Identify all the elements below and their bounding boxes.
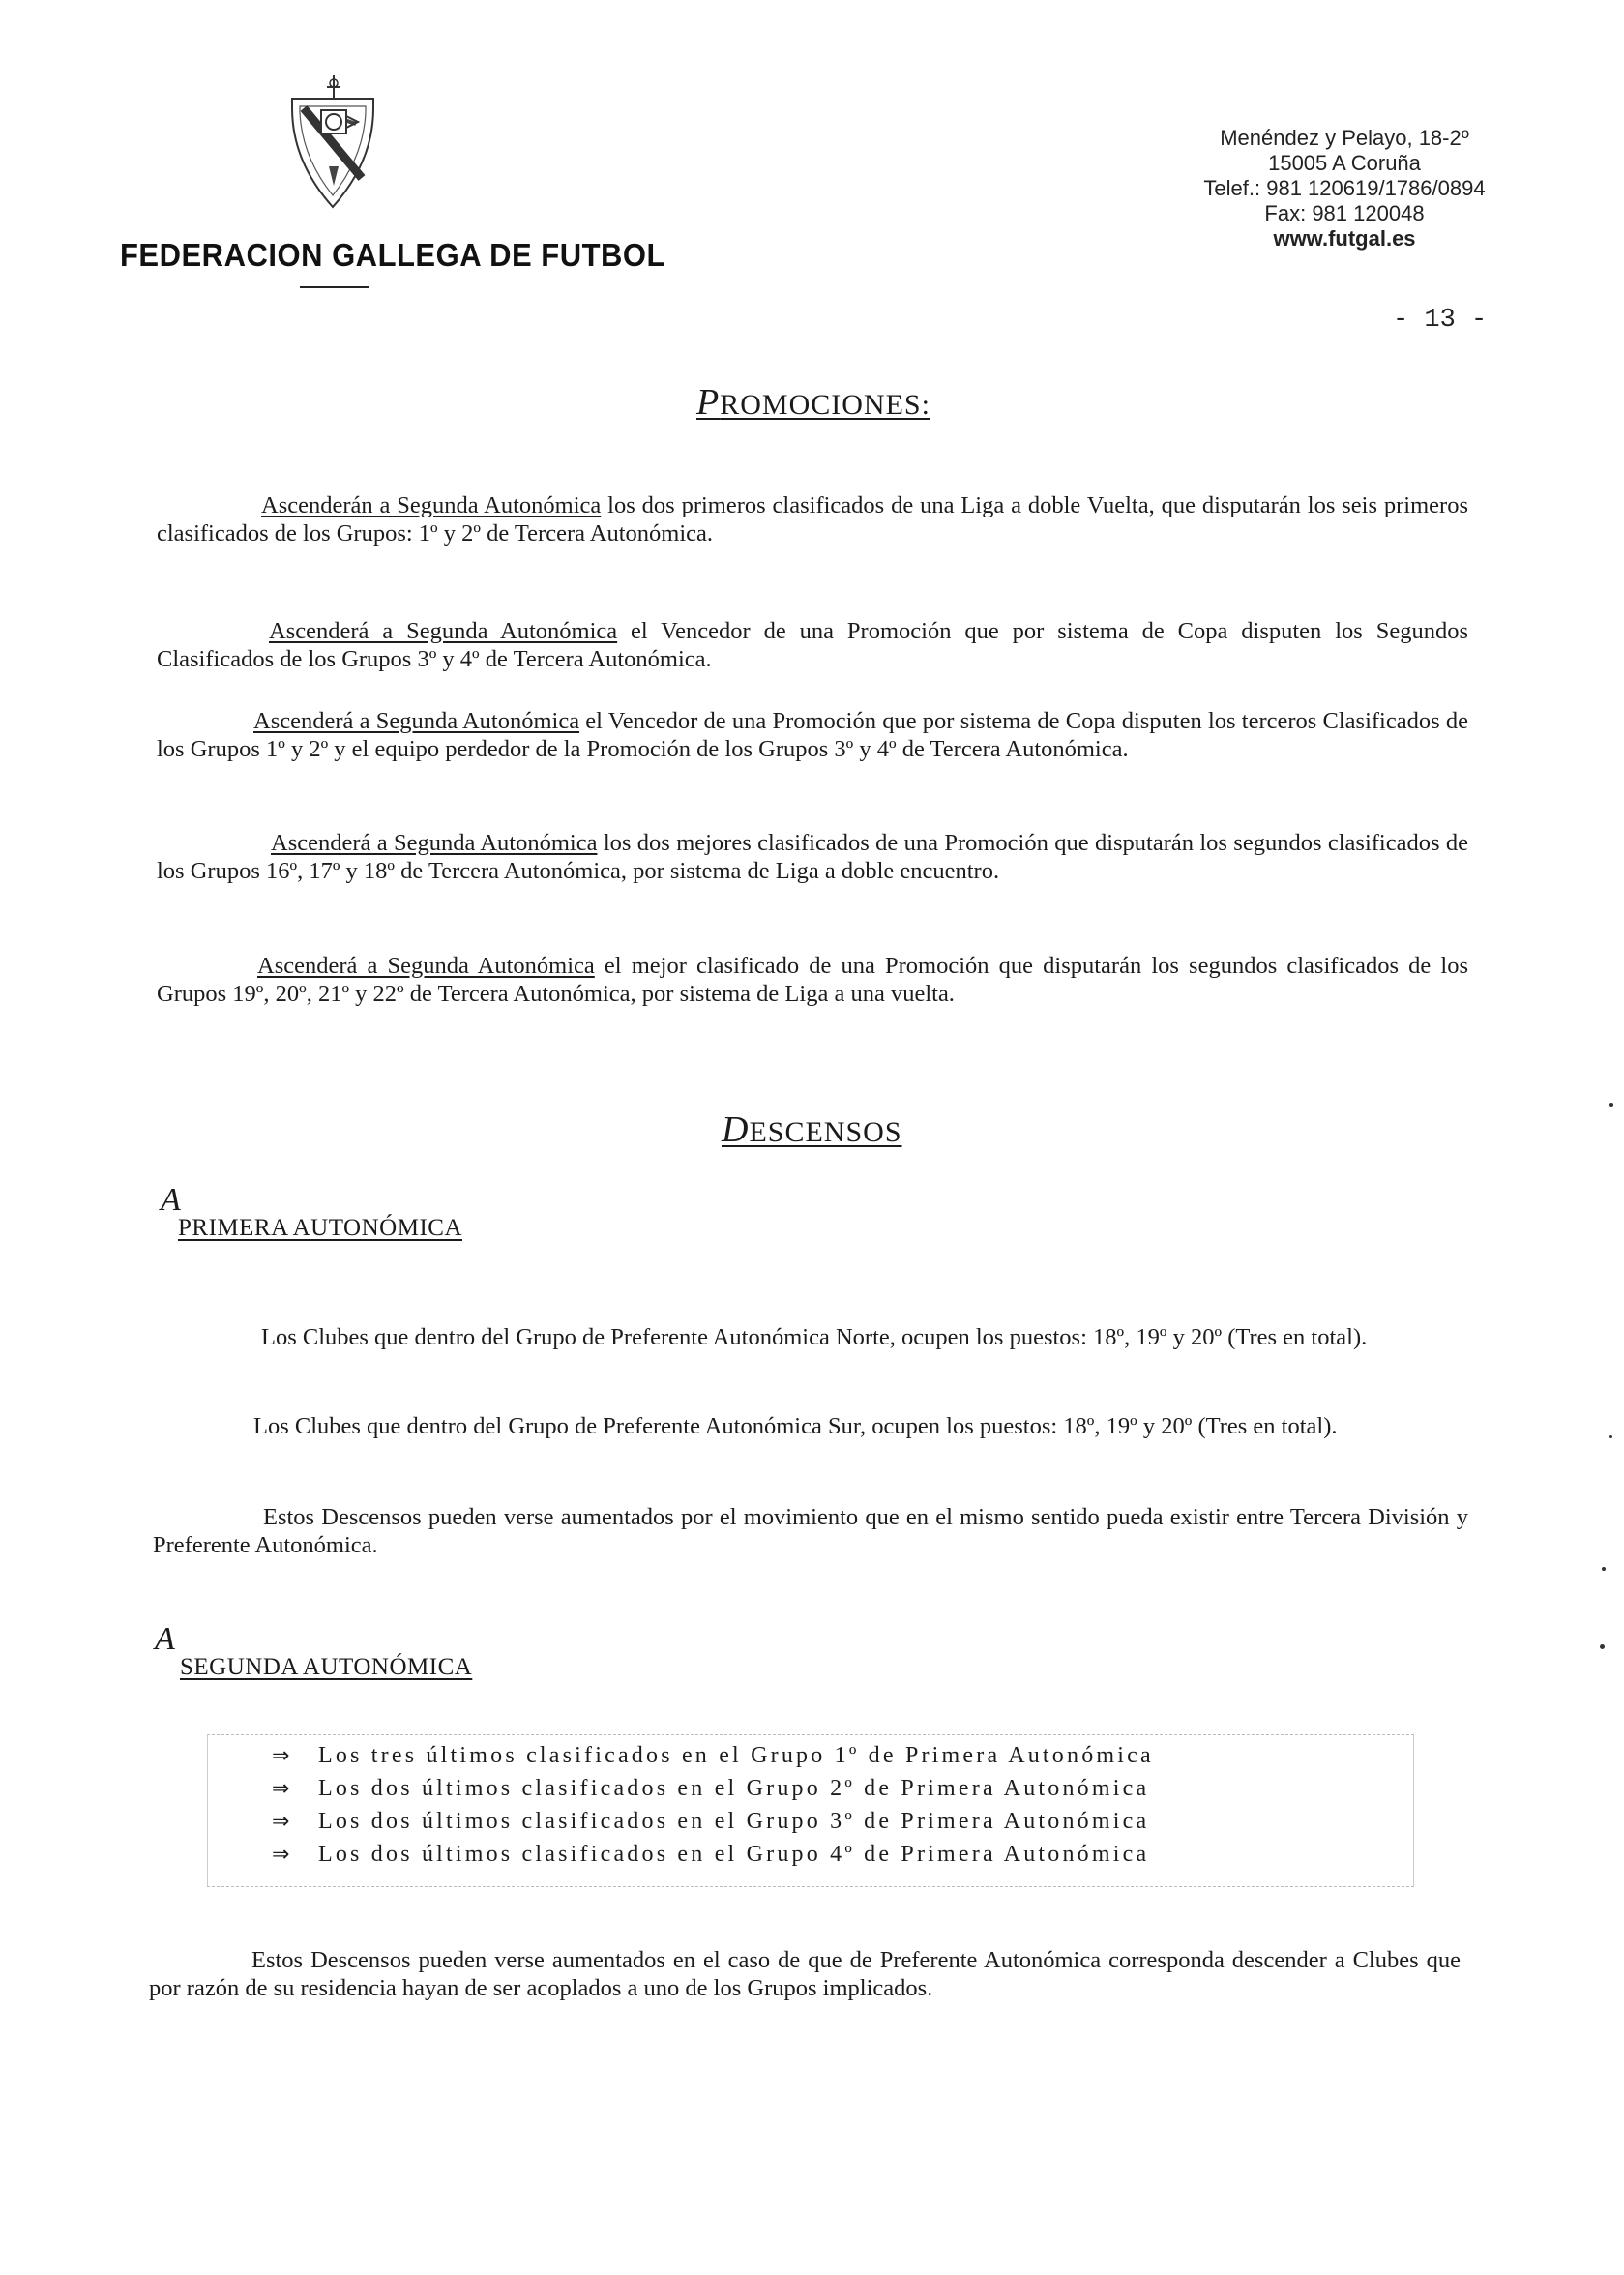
paragraph-lead: Ascenderán a Segunda Autonómica	[261, 492, 602, 518]
federation-address	[1199, 126, 1490, 251]
paragraph-lead: Ascenderá a Segunda Autonómica	[253, 708, 580, 734]
list-item-text: Los dos últimos clasificados en el Grupo 2º de Primera Autonómica	[318, 1776, 1150, 1801]
paragraph-text: el Vencedor de una Promoción que por sistema de Copa disputen los terceros Clasificados de los Grupos 1º y 2º y el equipo perdedor de la Promoción de los Grupos 3º y 4º de Tercera Autonómica.	[157, 708, 1468, 762]
segunda-marker: A	[155, 1621, 175, 1657]
arrow-right-icon: ⇒	[272, 1810, 290, 1834]
list-item	[272, 1809, 1149, 1842]
arrow-right-icon: ⇒	[272, 1777, 290, 1801]
arrow-right-icon: ⇒	[272, 1744, 290, 1768]
promocion-paragraph	[157, 617, 1468, 673]
title-rest: ESCENSOS	[749, 1116, 902, 1148]
list-item	[272, 1776, 1149, 1809]
promocion-paragraph	[157, 952, 1468, 1008]
paragraph-text: el mejor clasificado de una Promoción que disputarán los segundos clasificados de los Grupos 19º, 20º, 21º y 22º de Tercera Autonómica, por sistema de Liga a una vuelta.	[157, 953, 1468, 1007]
title-initial: D	[722, 1109, 750, 1150]
address-line: Fax: 981 120048	[1264, 201, 1425, 225]
segunda-autonomica-heading: SEGUNDA AUTONÓMICA	[180, 1654, 473, 1680]
list-item-text: Los dos últimos clasificados en el Grupo 4º de Primera Autonómica	[318, 1842, 1150, 1867]
address-line: Menéndez y Pelayo, 18-2º	[1220, 126, 1469, 150]
list-item	[272, 1842, 1149, 1875]
title-rest: ROMOCIONES:	[720, 389, 930, 421]
descenso-paragraph: Los Clubes que dentro del Grupo de Preferente Autonómica Sur, ocupen los puestos: 18º, 19º y 20º (Tres en total).	[253, 1413, 1338, 1439]
closing-paragraph: Estos Descensos pueden verse aumentados en el caso de que de Preferente Autonómica corresponda descender a Clubes que por razón de su residencia hayan de ser acoplados a uno de los Grupos implicados.	[149, 1947, 1461, 2001]
address-line: Telef.: 981 120619/1786/0894	[1203, 176, 1486, 200]
paragraph-lead: Ascenderá a Segunda Autonómica	[257, 953, 595, 979]
promocion-paragraph	[157, 707, 1468, 763]
scan-speck	[1609, 1435, 1612, 1438]
scan-speck	[1600, 1644, 1605, 1649]
page-number: - 13 -	[1393, 306, 1488, 335]
promocion-paragraph	[157, 491, 1468, 547]
scan-speck	[1602, 1567, 1606, 1571]
address-line: 15005 A Coruña	[1268, 151, 1421, 175]
promocion-paragraph	[157, 829, 1468, 885]
descensos-list-box	[207, 1734, 1414, 1887]
scan-speck	[1609, 1103, 1613, 1107]
arrow-right-icon: ⇒	[272, 1843, 290, 1867]
federation-name: FEDERACION GALLEGA DE FUTBOL	[120, 237, 665, 274]
federation-crest-icon	[286, 70, 379, 215]
promociones-title	[696, 381, 930, 424]
list-item-text: Los tres últimos clasificados en el Grupo 1º de Primera Autonómica	[318, 1743, 1154, 1768]
descenso-paragraph: Los Clubes que dentro del Grupo de Preferente Autonómica Norte, ocupen los puestos: 18º, 19º y 20º (Tres en total).	[261, 1324, 1368, 1350]
paragraph-text: el Vencedor de una Promoción que por sistema de Copa disputen los Segundos Clasificados de los Grupos 3º y 4º de Tercera Autonómica.	[157, 618, 1468, 672]
federation-name-rule	[300, 286, 369, 288]
list-item	[272, 1743, 1154, 1776]
website-link[interactable]: www.futgal.es	[1273, 226, 1416, 251]
primera-autonomica-heading: PRIMERA AUTONÓMICA	[178, 1215, 462, 1241]
descenso-paragraph: Estos Descensos pueden verse aumentados por el movimiento que en el mismo sentido pueda existir entre Tercera División y Preferente Autonómica.	[153, 1504, 1468, 1558]
title-initial: P	[696, 382, 721, 423]
paragraph-lead: Ascenderá a Segunda Autonómica	[269, 618, 618, 644]
paragraph-text: los dos mejores clasificados de una Promoción que disputarán los segundos clasificados de los Grupos 16º, 17º y 18º de Tercera Autonómica, por sistema de Liga a doble encuentro.	[157, 830, 1468, 884]
primera-marker: A	[161, 1182, 181, 1218]
list-item-text: Los dos últimos clasificados en el Grupo 3º de Primera Autonómica	[318, 1809, 1150, 1834]
paragraph-text: los dos primeros clasificados de una Liga a doble Vuelta, que disputarán los seis primeros clasificados de los Grupos: 1º y 2º de Tercera Autonómica.	[157, 492, 1468, 547]
paragraph-lead: Ascenderá a Segunda Autonómica	[271, 830, 598, 856]
descensos-title	[722, 1108, 902, 1151]
